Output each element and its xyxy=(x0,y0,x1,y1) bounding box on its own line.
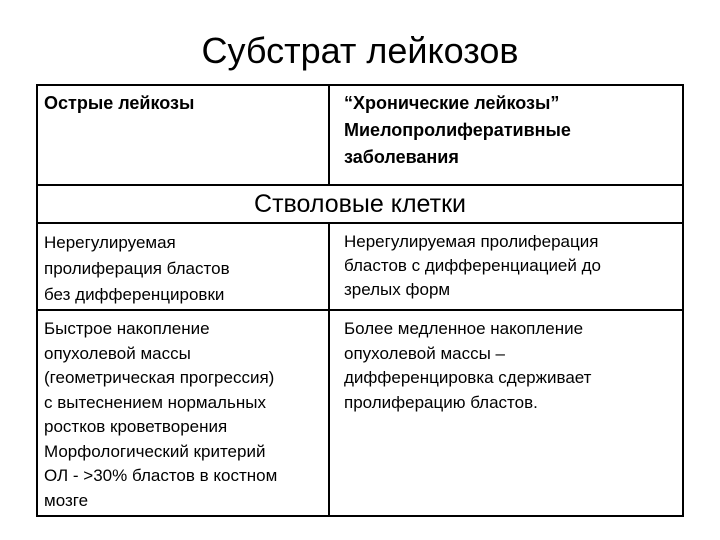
cell-line: опухолевой массы xyxy=(44,343,191,363)
comparison-table xyxy=(36,84,684,517)
header-line: Миелопролиферативные xyxy=(344,120,571,140)
stem-cells-banner: Стволовые клетки xyxy=(254,190,466,218)
cell-line: Нерегулируемая пролиферация xyxy=(344,232,599,251)
row2-acute-cell xyxy=(44,317,277,513)
cell-line: зрелых форм xyxy=(344,280,451,299)
cell-line: с вытеснением нормальных xyxy=(44,392,266,412)
header-acute-leukemia xyxy=(44,90,194,117)
cell-line: ОЛ - >30% бластов в костном xyxy=(44,466,278,485)
cell-line: без дифференцировки xyxy=(44,285,225,304)
header-line: “Хронические лейкозы” xyxy=(344,93,560,113)
cell-line: Морфологический критерий xyxy=(44,441,266,461)
header-line: Острые лейкозы xyxy=(44,93,195,113)
header-line: заболевания xyxy=(344,147,459,167)
cell-line: (геометрическая прогрессия) xyxy=(44,368,275,387)
column-divider xyxy=(328,86,330,184)
cell-line: пролиферация бластов xyxy=(44,259,230,278)
column-divider xyxy=(328,222,330,515)
row1-acute-cell xyxy=(44,230,230,308)
cell-line: мозге xyxy=(44,490,89,510)
row2-chronic-cell xyxy=(344,317,591,415)
table-divider xyxy=(38,309,682,311)
table-divider xyxy=(38,222,682,224)
cell-line: ростков кроветворения xyxy=(44,417,228,436)
header-chronic-leukemia xyxy=(344,90,571,171)
cell-line: дифференцировка сдерживает xyxy=(344,368,592,387)
cell-line: пролиферацию бластов. xyxy=(344,392,538,412)
row1-chronic-cell xyxy=(344,230,601,302)
cell-line: Более медленное накопление xyxy=(344,319,584,338)
cell-line: бластов с дифференциацией до xyxy=(344,256,601,275)
cell-line: Быстрое накопление xyxy=(44,319,210,338)
cell-line: Нерегулируемая xyxy=(44,233,176,252)
cell-line: опухолевой массы – xyxy=(344,343,505,363)
slide-title: Субстрат лейкозов xyxy=(201,30,519,71)
